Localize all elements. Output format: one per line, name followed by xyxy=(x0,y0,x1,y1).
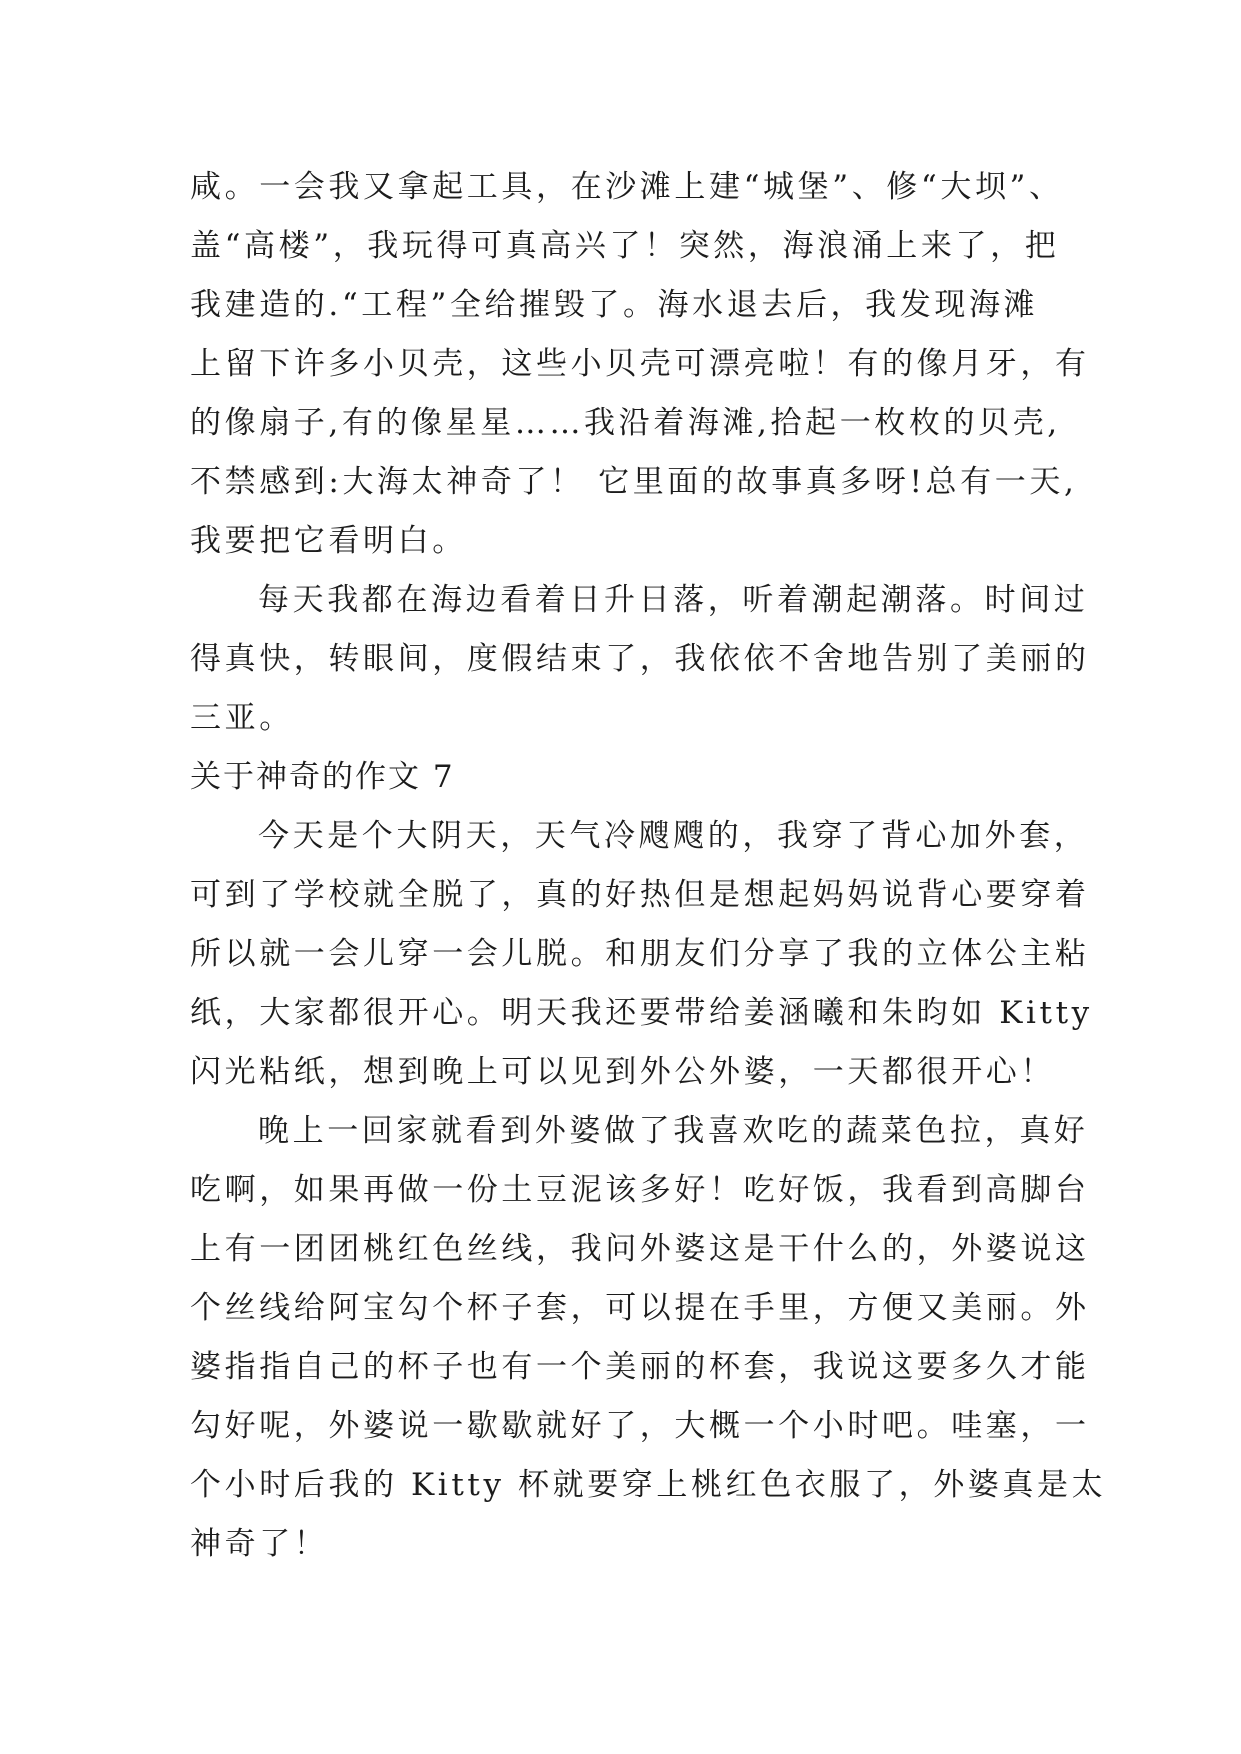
text-line: 晚上一回家就看到外婆做了我喜欢吃的蔬菜色拉，真好 xyxy=(258,1113,1089,1149)
text-line: 神奇了！ xyxy=(190,1526,329,1562)
text-line: 婆指指自己的杯子也有一个美丽的杯套，我说这要多久才能 xyxy=(190,1349,1090,1385)
text-line: 个丝线给阿宝勾个杯子套，可以提在手里，方便又美丽。外 xyxy=(190,1290,1090,1326)
text-line: 不禁感到:大海太神奇了！ 它里面的故事真多呀!总有一天, xyxy=(190,464,1078,500)
paragraph-3 xyxy=(190,807,1093,1102)
document-page xyxy=(190,158,1107,1574)
text-line: 的像扇子,有的像星星……我沿着海滩,拾起一枚枚的贝壳, xyxy=(190,405,1061,441)
text-line: 勾好呢，外婆说一歇歇就好了，大概一个小时吧。哇塞，一 xyxy=(190,1408,1090,1444)
text-line: 我建造的.“工程”全给摧毁了。海水退去后，我发现海滩 xyxy=(190,287,1039,323)
heading-text: 关于神奇的作文 7 xyxy=(190,759,455,795)
text-line: 今天是个大阴天，天气冷飕飕的，我穿了背心加外套， xyxy=(258,818,1089,854)
text-line: 三亚。 xyxy=(190,700,294,736)
text-line: 闪光粘纸，想到晚上可以见到外公外婆，一天都很开心！ xyxy=(190,1054,1055,1090)
text-line: 每天我都在海边看着日升日落，听着潮起潮落。时间过 xyxy=(258,582,1089,618)
text-line: 所以就一会儿穿一会儿脱。和朋友们分享了我的立体公主粘 xyxy=(190,936,1090,972)
text-line: 上留下许多小贝壳，这些小贝壳可漂亮啦！有的像月牙，有 xyxy=(190,346,1090,382)
paragraph-4 xyxy=(190,1102,1107,1574)
text-line: 我要把它看明白。 xyxy=(190,523,467,559)
text-line: 盖“高楼”，我玩得可真高兴了！突然，海浪涌上来了，把 xyxy=(190,228,1060,264)
text-line: 得真快，转眼间，度假结束了，我依依不舍地告别了美丽的 xyxy=(190,641,1090,677)
text-line: 纸，大家都很开心。明天我还要带给姜涵曦和朱昀如 Kitty xyxy=(190,995,1093,1031)
paragraph-1 xyxy=(190,158,1090,571)
text-line: 上有一团团桃红色丝线，我问外婆这是干什么的，外婆说这 xyxy=(190,1231,1090,1267)
text-line: 咸。一会我又拿起工具，在沙滩上建“城堡”、修“大坝”、 xyxy=(190,169,1064,205)
text-line: 可到了学校就全脱了，真的好热但是想起妈妈说背心要穿着 xyxy=(190,877,1090,913)
section-heading xyxy=(190,748,1065,807)
paragraph-2 xyxy=(190,571,1090,748)
text-line: 个小时后我的 Kitty 杯就要穿上桃红色衣服了，外婆真是太 xyxy=(190,1467,1107,1503)
text-line: 吃啊，如果再做一份土豆泥该多好！吃好饭，我看到高脚台 xyxy=(190,1172,1090,1208)
